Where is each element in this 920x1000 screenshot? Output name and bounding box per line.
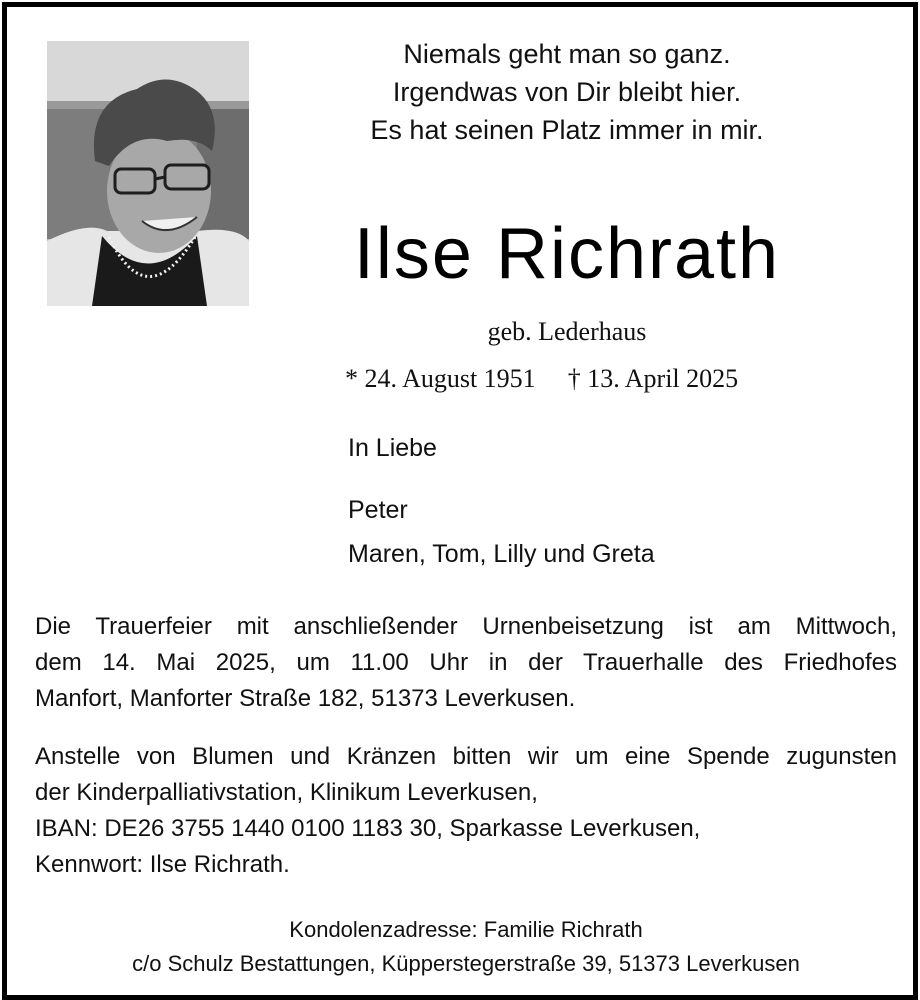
deceased-name: Ilse Richrath (353, 214, 781, 294)
birth-date: * 24. August 1951 (345, 364, 536, 393)
condolence-line: c/o Schulz Bestattungen, Küpperstegerstraße 39, 51373 Leverkusen (132, 951, 800, 976)
mourner-line: Peter (348, 496, 408, 524)
condolence-address (35, 913, 897, 981)
donation-line: der Kinderpalliativstation, Klinikum Leverkusen, (35, 779, 538, 806)
donation-paragraph (35, 739, 897, 883)
portrait-image (47, 41, 249, 306)
mourners-block (348, 431, 868, 571)
donation-line: Anstelle von Blumen und Kränzen bitten wir um eine Spende zugunsten (35, 743, 897, 770)
ceremony-paragraph (35, 609, 897, 717)
closing-phrase: In Liebe (348, 434, 437, 462)
mourner-line: Maren, Tom, Lilly und Greta (348, 540, 655, 568)
ceremony-line: Manfort, Manforter Straße 182, 51373 Leverkusen. (35, 685, 576, 712)
condolence-line: Kondolenzadresse: Familie Richrath (289, 917, 643, 942)
ceremony-line: Die Trauerfeier mit anschließender Urnenbeisetzung ist am Mittwoch, (35, 613, 897, 640)
donation-line: IBAN: DE26 3755 1440 0100 1183 30, Sparkasse Leverkusen, (35, 815, 701, 842)
ceremony-line: dem 14. Mai 2025, um 11.00 Uhr in der Trauerhalle des Friedhofes (35, 649, 897, 676)
birth-name: geb. Lederhaus (487, 317, 647, 346)
portrait-photo (47, 41, 249, 306)
death-date: † 13. April 2025 (567, 364, 739, 393)
verse-line: Niemals geht man so ganz. (403, 39, 731, 69)
donation-line: Kennwort: Ilse Richrath. (35, 851, 290, 878)
memorial-verse (307, 35, 827, 149)
obituary-frame (2, 2, 918, 1000)
verse-line: Es hat seinen Platz immer in mir. (370, 115, 764, 145)
life-dates (345, 362, 825, 396)
verse-line: Irgendwas von Dir bleibt hier. (392, 77, 742, 107)
